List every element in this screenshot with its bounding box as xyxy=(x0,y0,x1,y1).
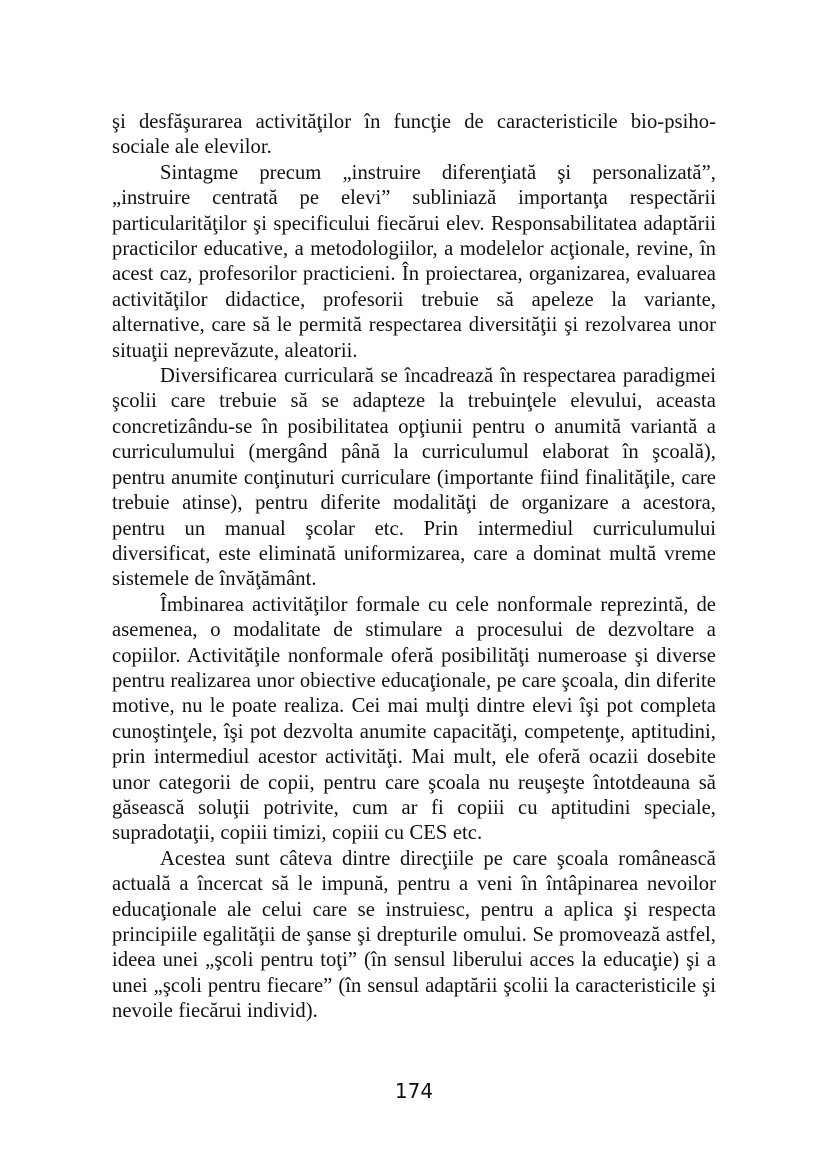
paragraph-5: Acestea sunt câteva dintre direcţiile pe care şcoala românească actuală a încercat să le impună, pentru a veni în întâpinarea nevoilor educaţionale ale celui care se instruiesc, pentru a aplica şi respecta principiile egalităţii de şanse şi drepturile omului. Se promovează astfel, ideea unei „şcoli pentru toţi” (în sensul liberului acces la educaţie) şi a unei „şcoli pentru fiecare” (în sensul adaptării şcolii la caracteristicile şi nevoile fiecărui individ). xyxy=(112,847,716,1023)
page-number: 174 xyxy=(394,1079,434,1103)
paragraph-4: Îmbinarea activităţilor formale cu cele nonformale reprezintă, de asemenea, o modalitate de stimulare a procesului de dezvoltare a copiilor. Activităţile nonformale oferă posibilităţi numeroase şi diverse pentru realizarea unor obiective educaţionale, pe care şcoala, din diferite motive, nu le poate realiza. Cei mai mulţi dintre elevi îşi pot completa cunoştinţele, îşi pot dezvolta anumite capacităţi, competenţe, aptitudini, prin intermediul acestor activităţi. Mai mult, ele oferă ocazii dosebite unor categorii de copii, pentru care şcoala nu reuşeşte întotdeauna să găsească soluţii potrivite, cum ar fi copiii cu aptitudini speciale, supradotaţii, copiii timizi, copiii cu CES etc. xyxy=(112,593,716,845)
paragraph-3: Diversificarea curriculară se încadrează în respectarea paradigmei şcolii care trebuie să se adapteze la trebuinţele elevului, aceasta concretizându-se în posibilitatea opţiunii pentru o anumită variantă a curriculumului (mergând până la curriculumul elaborat în şcoală), pentru anumite conţinuturi curriculare (importante fiind finalităţile, care trebuie atinse), pentru diferite modalităţi de organizare a acestora, pentru un manual şcolar etc. Prin intermediul curriculumului diversificat, este eliminată uniformizarea, care a dominat multă vreme sistemele de învăţământ. xyxy=(112,365,716,591)
paragraph-2: Sintagme precum „instruire diferenţiată şi personalizată”, „instruire centrată pe elevi” subliniază importanţa respectării particularităţilor şi specificului fiecărui elev. Responsabilitatea adaptării practicilor educative, a metodologiilor, a modelelor acţionale, revine, în acest caz, profesorilor practicieni. În proiectarea, organizarea, evaluarea activităţilor didactice, profesorii trebuie să apeleze la variante, alternative, care să le permită respectarea diversităţii şi rezolvarea unor situaţii neprevăzute, aleatorii. xyxy=(112,161,716,362)
page-body xyxy=(112,110,716,1025)
paragraph-1: şi desfăşurarea activităţilor în funcţie de caracteristicile bio-psiho-sociale ale elevilor. xyxy=(112,111,716,159)
